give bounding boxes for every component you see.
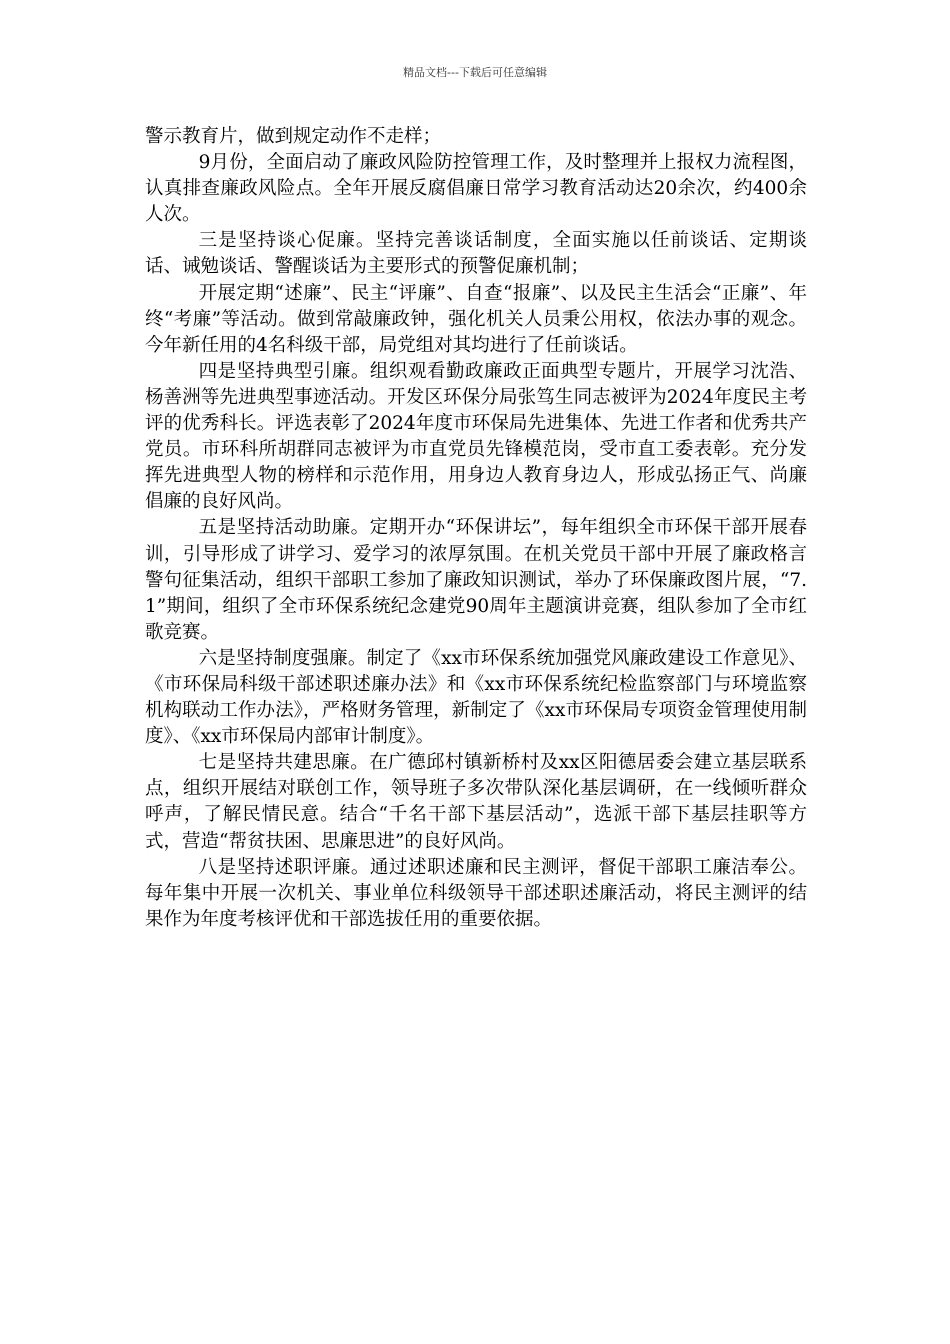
paragraph-2: 9月份，全面启动了廉政风险防控管理工作，及时整理并上报权力流程图，认真排查廉政风险点。全年开展反腐倡廉日常学习教育活动达20余次，约400余人次。 (145, 152, 807, 226)
paragraph-5: 四是坚持典型引廉。组织观看勤政廉政正面典型专题片，开展学习沈浩、杨善洲等先进典型事迹活动。开发区环保分局张笃生同志被评为2024年度民主考评的优秀科长。评选表彰了2024年度市环保局先进集体、先进工作者和优秀共产党员。市环科所胡群同志被评为市直党员先锋模范岗，受市直工委表彰。充分发挥先进典型人物的榜样和示范作用，用身边人教育身边人，形成弘扬正气、尚廉倡廉的良好风尚。 (145, 360, 807, 513)
document-body (145, 124, 807, 933)
page-header: 精品文档---下载后可任意编辑 (403, 66, 547, 79)
paragraph-9: 八是坚持述职评廉。通过述职述廉和民主测评，督促干部职工廉洁奉公。每年集中开展一次机关、事业单位科级领导干部述职述廉活动，将民主测评的结果作为年度考核评优和干部选拔任用的重要依据。 (145, 856, 807, 930)
paragraph-7: 六是坚持制度强廉。制定了《xx市环保系统加强党风廉政建设工作意见》、《市环保局科级干部述职述廉办法》和《xx市环保系统纪检监察部门与环境监察机构联动工作办法》，严格财务管理，新制定了《xx市环保局专项资金管理使用制度》、《xx市环保局内部审计制度》。 (145, 647, 807, 748)
paragraph-3: 三是坚持谈心促廉。坚持完善谈话制度，全面实施以任前谈话、定期谈话、诫勉谈话、警醒谈话为主要形式的预警促廉机制； (145, 230, 807, 278)
paragraph-4: 开展定期“述廉”、民主“评廉”、自查“报廉”、以及民主生活会“正廉”、年终“考廉”等活动。做到常敲廉政钟，强化机关人员秉公用权，依法办事的观念。今年新任用的4名科级干部，局党组对其均进行了任前谈话。 (145, 282, 807, 356)
paragraph-6: 五是坚持活动助廉。定期开办“环保讲坛”，每年组织全市环保干部开展春训，引导形成了讲学习、爱学习的浓厚氛围。在机关党员干部中开展了廉政格言警句征集活动，组织干部职工参加了廉政知识测试，举办了环保廉政图片展，“7.1”期间，组织了全市环保系统纪念建党90周年主题演讲竞赛，组队参加了全市红歌竞赛。 (145, 517, 807, 643)
paragraph-1: 警示教育片，做到规定动作不走样； (145, 126, 442, 147)
paragraph-8: 七是坚持共建思廉。在广德邱村镇新桥村及xx区阳德居委会建立基层联系点，组织开展结对联创工作，领导班子多次带队深化基层调研，在一线倾听群众呼声，了解民情民意。结合“千名干部下基层活动”，选派干部下基层挂职等方式，营造“帮贫扶困、思廉思进”的良好风尚。 (145, 752, 807, 852)
